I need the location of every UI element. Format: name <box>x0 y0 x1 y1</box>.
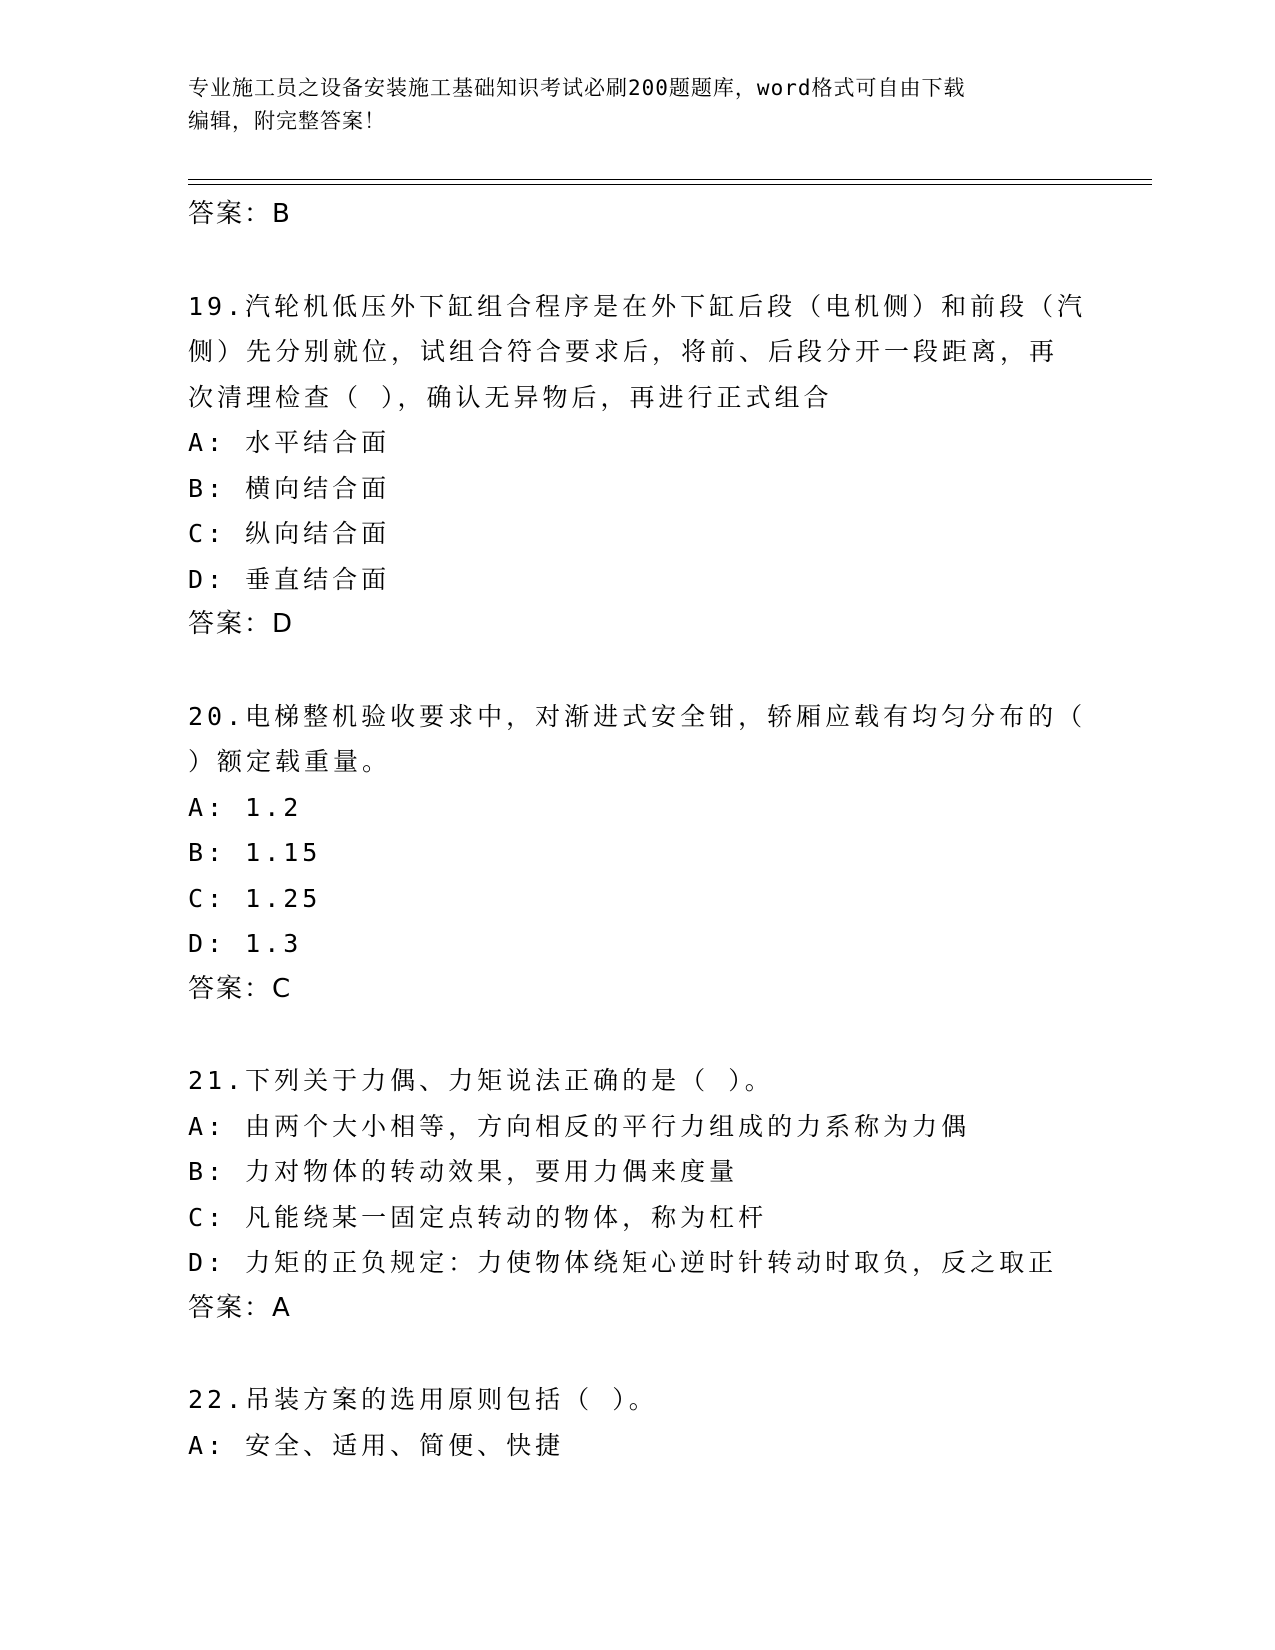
question-stem-line: 20.电梯整机验收要求中，对渐进式安全钳，轿厢应载有均匀分布的（ <box>188 701 1087 731</box>
option-c: C: 1.25 <box>188 883 322 913</box>
option-d: D: 垂直结合面 <box>188 564 391 594</box>
option-b: B: 横向结合面 <box>188 473 391 503</box>
question-stem-line: ）额定载重量。 <box>188 747 392 776</box>
header-line-1: 专业施工员之设备安装施工基础知识考试必刷200题题库，word格式可自由下载 <box>188 76 966 100</box>
question-block <box>188 284 1088 648</box>
option-a: A: 由两个大小相等，方向相反的平行力组成的力系称为力偶 <box>188 1111 971 1141</box>
option-c: C: 凡能绕某一固定点转动的物体，称为杠杆 <box>188 1202 768 1232</box>
option-d: D: 力矩的正负规定：力使物体绕矩心逆时针转动时取负，反之取正 <box>188 1248 1058 1277</box>
header-divider-top <box>188 179 1152 180</box>
answer-line: 答案：C <box>188 973 293 1004</box>
spacer <box>188 1012 1088 1058</box>
spacer <box>188 238 1088 284</box>
answer-line: 答案：D <box>188 609 295 639</box>
header-line-2: 编辑，附完整答案！ <box>188 109 386 133</box>
option-b: B: 力对物体的转动效果，要用力偶来度量 <box>188 1157 739 1186</box>
answer-line: 答案：A <box>188 1292 292 1323</box>
question-stem-line: 19.汽轮机低压外下缸组合程序是在外下缸后段（电机侧）和前段（汽 <box>188 291 1087 321</box>
option-b: B: 1.15 <box>188 838 322 867</box>
spacer <box>188 1331 1088 1377</box>
option-d: D: 1.3 <box>188 929 303 958</box>
question-block <box>188 1377 1088 1468</box>
question-stem-line: 次清理检查（ ），确认无异物后，再进行正式组合 <box>188 382 833 412</box>
option-a: A: 1.2 <box>188 792 303 822</box>
question-stem-line: 侧）先分别就位，试组合符合要求后，将前、后段分开一段距离，再 <box>188 337 1059 366</box>
question-content <box>188 192 1088 1468</box>
option-a: A: 安全、适用、简便、快捷 <box>188 1430 565 1460</box>
option-a: A: 水平结合面 <box>188 428 391 457</box>
question-block <box>188 1058 1088 1331</box>
spacer <box>188 648 1088 694</box>
option-c: C: 纵向结合面 <box>188 519 391 548</box>
question-stem-line: 21.下列关于力偶、力矩说法正确的是（ ）。 <box>188 1066 774 1095</box>
answer-line: 答案：B <box>188 199 292 229</box>
question-stem-line: 22.吊装方案的选用原则包括（ ）。 <box>188 1385 658 1414</box>
question-block <box>188 694 1088 1013</box>
header-divider-bottom <box>188 184 1152 185</box>
page-header <box>188 72 1088 138</box>
